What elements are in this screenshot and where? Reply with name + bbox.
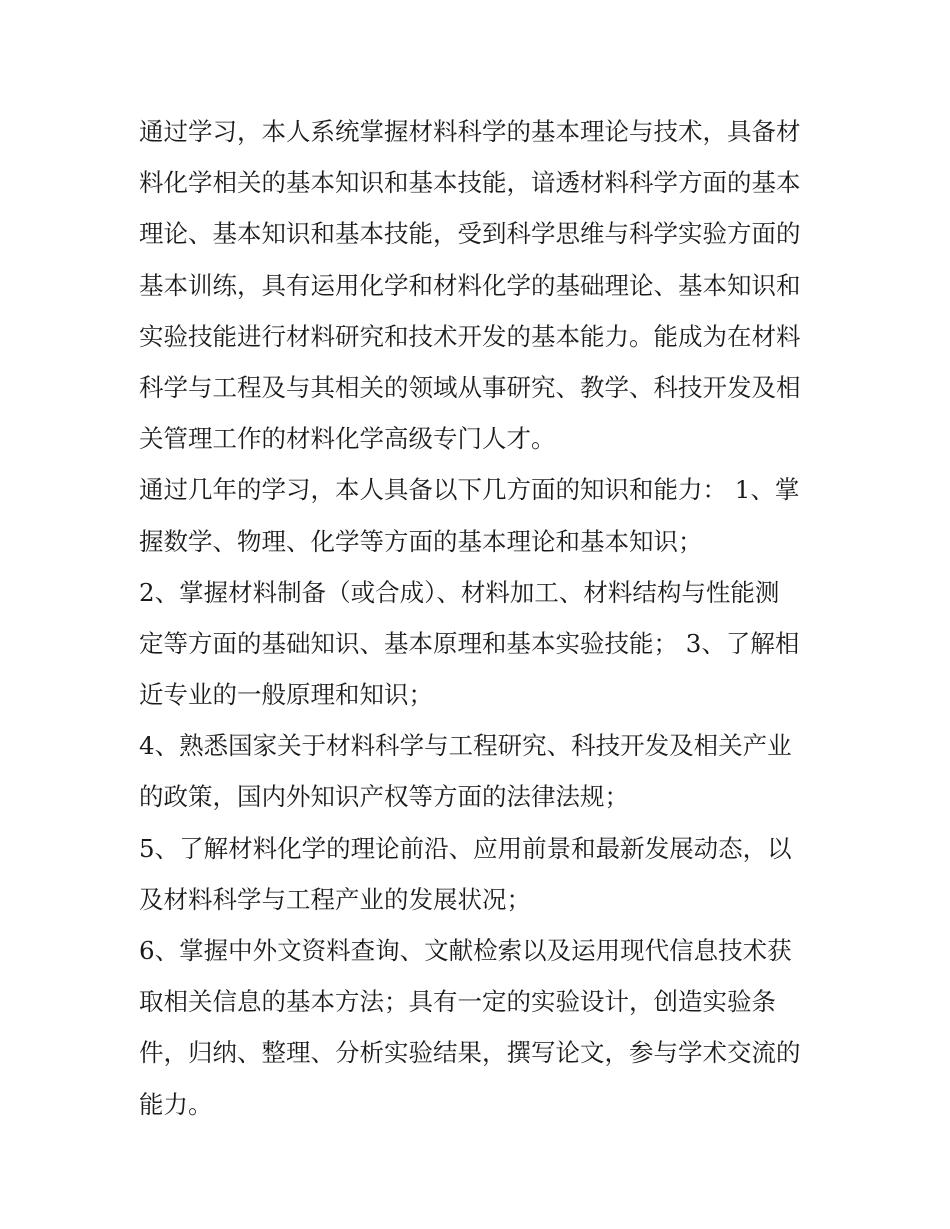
text-line: 通过学习，本人系统掌握材料科学的基本理论与技术，具备材 [139, 117, 801, 146]
text-line: 6、掌握中外文资料查询、文献检索以及运用现代信息技术获 [139, 936, 792, 965]
paragraph-item-4 [139, 720, 819, 822]
text-line: 实验技能进行材料研究和技术开发的基本能力。能成为在材料 [139, 321, 801, 351]
text-line: 的政策，国内外知识产权等方面的法律法规； [139, 782, 629, 812]
document-body [139, 106, 819, 1130]
text-line: 5、了解材料化学的理论前沿、应用前景和最新发展动态，以 [139, 833, 792, 863]
text-line: 关管理工作的材料化学高级专门人才。 [139, 424, 556, 454]
text-line: 能力。 [139, 1089, 213, 1119]
text-line: 料化学相关的基本知识和基本技能，谙透材料科学方面的基本 [139, 168, 801, 198]
text-line: 取相关信息的基本方法；具有一定的实验设计，创造实验条 [139, 987, 776, 1017]
text-line: 近专业的一般原理和知识； [139, 680, 433, 710]
text-line: 定等方面的基础知识、基本原理和基本实验技能； 3、了解相 [139, 628, 800, 658]
paragraph-intro [139, 106, 819, 464]
text-line: 件，归纳、整理、分析实验结果，撰写论文，参与学术交流的 [139, 1038, 801, 1068]
text-line: 科学与工程及与其相关的领域从事研究、教学、科技开发及相 [139, 372, 801, 402]
text-line: 理论、基本知识和基本技能，受到科学思维与科学实验方面的 [139, 219, 801, 249]
text-line: 通过几年的学习，本人具备以下几方面的知识和能力： 1、掌 [139, 475, 800, 505]
paragraph-item-2 [139, 567, 819, 721]
text-line: 2、掌握材料制备（或合成）、材料加工、材料结构与性能测 [139, 577, 780, 607]
text-line: 及材料科学与工程产业的发展状况； [139, 884, 531, 914]
paragraph-item-5 [139, 823, 819, 925]
text-line: 握数学、物理、化学等方面的基本理论和基本知识； [139, 526, 703, 556]
text-line: 基本训练，具有运用化学和材料化学的基础理论、基本知识和 [139, 270, 801, 300]
paragraph-item-6 [139, 925, 819, 1130]
paragraph-abilities-intro [139, 464, 819, 566]
text-line: 4、熟悉国家关于材料科学与工程研究、科技开发及相关产业 [139, 731, 792, 761]
